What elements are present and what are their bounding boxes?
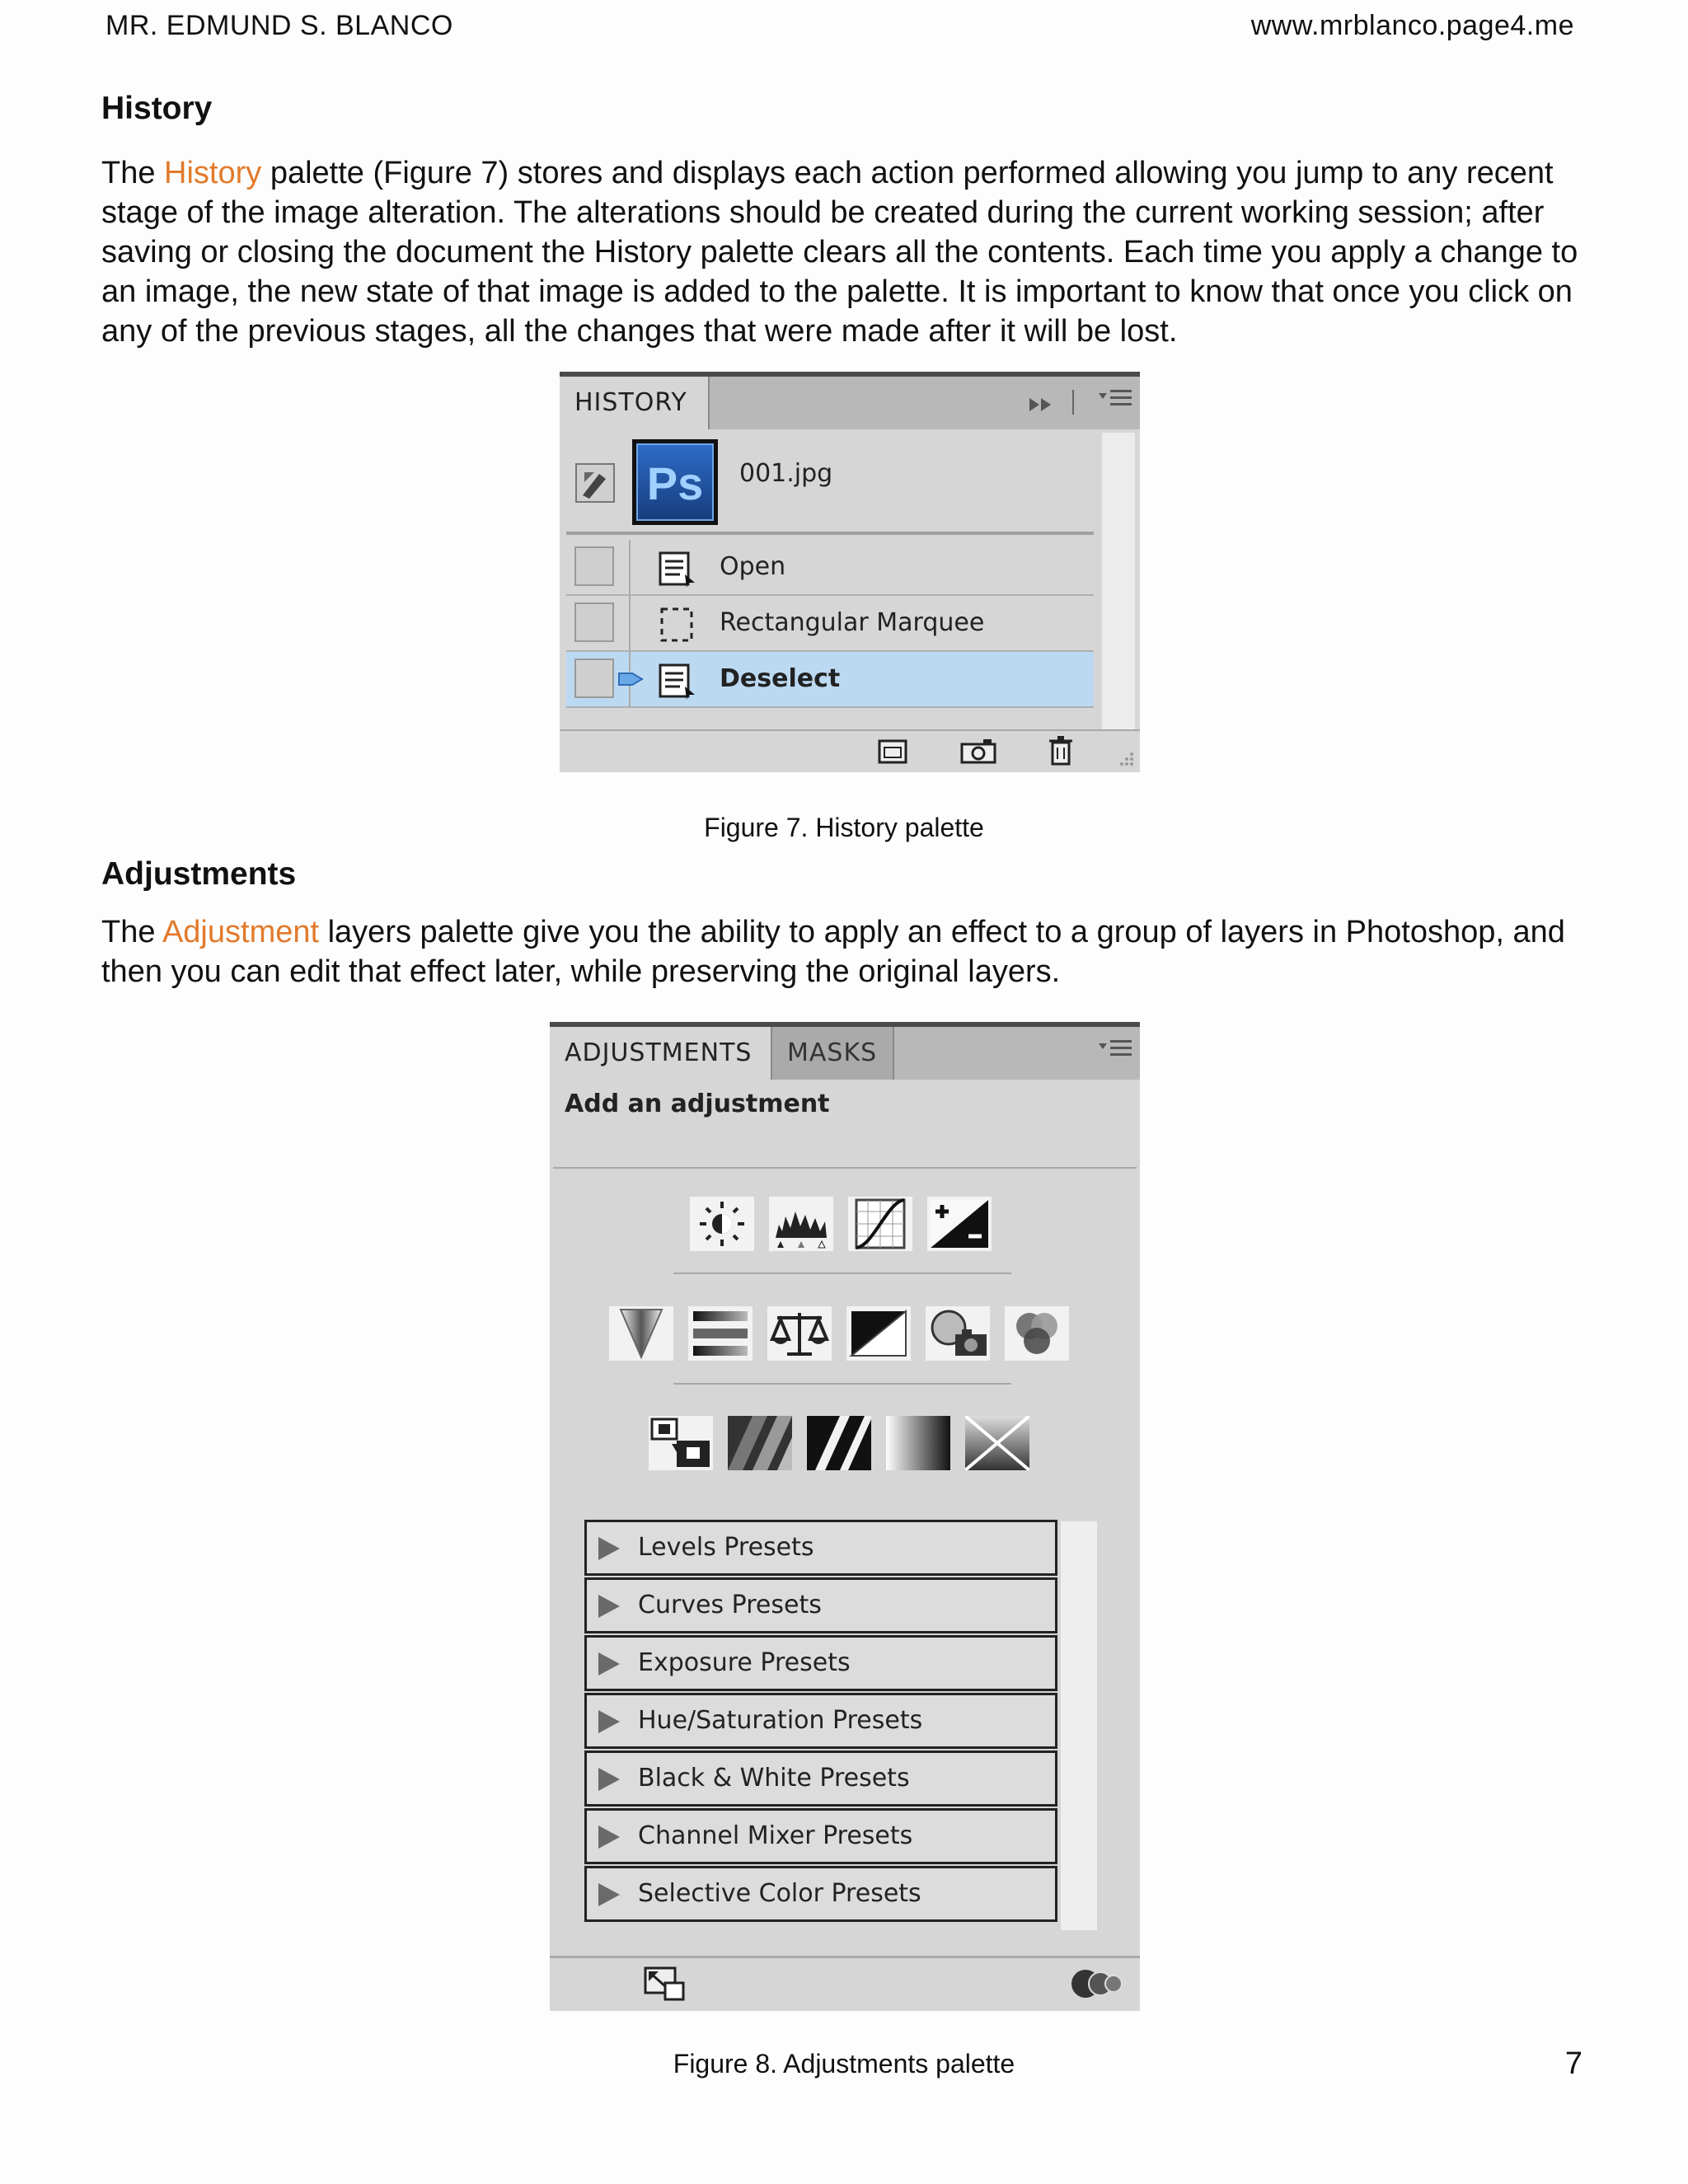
document-icon (657, 550, 698, 588)
preset-label: Levels Presets (638, 1533, 814, 1562)
preset-label: Curves Presets (638, 1591, 822, 1619)
history-tabbar (560, 372, 1140, 429)
expand-arrow-icon (598, 1710, 620, 1733)
panel-menu-icon[interactable] (1099, 390, 1132, 415)
adjustments-paragraph: The Adjustment layers palette give you the ability to apply an effect to a group of layers in Photoshop, and then you can edit that effect later, while preserving the original layers. (101, 915, 1565, 989)
marquee-icon (657, 606, 698, 644)
color-balance-icon[interactable] (767, 1306, 832, 1361)
expand-arrow-icon (598, 1537, 620, 1560)
snapshot-name: 001.jpg (739, 459, 833, 488)
figure-8-caption: Figure 8. Adjustments palette (673, 2049, 1015, 2079)
levels-icon[interactable] (769, 1197, 833, 1251)
preset-label: Black & White Presets (638, 1764, 910, 1793)
brightness-contrast-icon[interactable] (690, 1197, 754, 1251)
tabbar-divider (1072, 390, 1074, 415)
resize-grip-icon[interactable] (1110, 743, 1135, 767)
selective-color-icon[interactable] (965, 1416, 1029, 1470)
history-state-rectangular-marquee[interactable] (566, 596, 1094, 652)
snapshot-row[interactable] (566, 433, 1094, 535)
expand-arrow-icon (598, 1883, 620, 1906)
adjustments-tabbar (550, 1022, 1140, 1080)
presets-list (550, 1520, 1140, 1932)
adjustments-footer (550, 1956, 1140, 2011)
invert-icon[interactable] (649, 1416, 713, 1470)
preset-curves[interactable] (584, 1577, 1057, 1633)
preset-levels[interactable] (584, 1520, 1057, 1576)
history-paragraph: The History palette (Figure 7) stores and displays each action performed allowing you jump to any recent stage of the image alteration. The alterations should be created during the current working session; after saving or closing the document the History palette clears all the contents. Each time you apply a change to an image, the new state of that image is added to the palette. It is important to know that once you click on any of the previous stages, all the changes that were made after it will be lost. (101, 156, 1578, 349)
trash-icon[interactable] (1046, 734, 1076, 767)
preset-channel-mixer[interactable] (584, 1808, 1057, 1864)
subtitle-divider (553, 1167, 1137, 1169)
curves-icon[interactable] (848, 1197, 912, 1251)
threshold-icon[interactable] (807, 1416, 871, 1470)
preset-exposure[interactable] (584, 1635, 1057, 1691)
expand-arrow-icon (598, 1768, 620, 1791)
page-number: 7 (1564, 2046, 1582, 2081)
exposure-icon[interactable] (927, 1197, 992, 1251)
expand-arrow-icon (598, 1825, 620, 1849)
preset-label: Hue/Saturation Presets (638, 1706, 923, 1735)
preset-hue-saturation[interactable] (584, 1693, 1057, 1749)
history-footer (560, 729, 1140, 772)
icon-row-divider (673, 1272, 1011, 1274)
adjustments-subtitle: Add an adjustment (565, 1090, 830, 1118)
clip-to-layer-icon[interactable] (1071, 1965, 1125, 2003)
state-label: Deselect (720, 664, 841, 693)
black-white-icon[interactable] (846, 1306, 911, 1361)
camera-icon[interactable] (959, 738, 998, 766)
photo-filter-icon[interactable] (926, 1306, 990, 1361)
adjustments-panel (550, 1022, 1140, 2011)
history-brush-source-icon[interactable] (574, 462, 616, 504)
expand-arrow-icon (598, 1595, 620, 1618)
tab-adjustments[interactable]: ADJUSTMENTS (550, 1027, 771, 1080)
new-document-from-state-icon[interactable] (876, 738, 909, 766)
state-label: Open (720, 552, 786, 581)
history-scrollbar[interactable] (1102, 433, 1135, 729)
history-panel (560, 372, 1140, 772)
website-url: www.mrblanco.page4.me (1250, 10, 1574, 41)
state-checkbox[interactable] (574, 658, 614, 698)
state-checkbox[interactable] (574, 602, 614, 642)
tab-masks[interactable]: MASKS (771, 1027, 894, 1080)
figure-7-caption: Figure 7. History palette (704, 813, 984, 842)
vibrance-icon[interactable] (609, 1306, 673, 1361)
preset-selective-color[interactable] (584, 1866, 1057, 1922)
preset-black-white[interactable] (584, 1750, 1057, 1807)
expand-arrow-icon (598, 1652, 620, 1675)
preset-label: Channel Mixer Presets (638, 1821, 913, 1850)
document-icon (657, 662, 698, 700)
snapshot-thumbnail (632, 439, 718, 525)
history-highlight: History (164, 156, 262, 190)
state-checkbox[interactable] (574, 546, 614, 586)
author-name: MR. EDMUND S. BLANCO (106, 10, 453, 41)
history-heading: History (101, 91, 213, 126)
state-label: Rectangular Marquee (720, 608, 985, 637)
adjustment-highlight: Adjustment (162, 915, 320, 949)
gradient-map-icon[interactable] (886, 1416, 950, 1470)
adjustments-heading: Adjustments (101, 856, 297, 892)
ps-icon: Ps (636, 443, 714, 521)
history-state-open[interactable] (566, 540, 1094, 596)
posterize-icon[interactable] (728, 1416, 792, 1470)
expanded-view-icon[interactable] (642, 1965, 688, 2003)
tab-history[interactable]: HISTORY (560, 377, 710, 429)
preset-label: Exposure Presets (638, 1648, 851, 1677)
hue-saturation-icon[interactable] (688, 1306, 753, 1361)
icon-row-divider (673, 1383, 1011, 1385)
panel-menu-icon[interactable] (1099, 1040, 1132, 1065)
history-state-deselect[interactable] (566, 652, 1094, 708)
preset-label: Selective Color Presets (638, 1879, 921, 1908)
channel-mixer-icon[interactable] (1005, 1306, 1069, 1361)
state-pointer-icon (617, 668, 645, 690)
collapse-icon[interactable] (1028, 396, 1056, 413)
